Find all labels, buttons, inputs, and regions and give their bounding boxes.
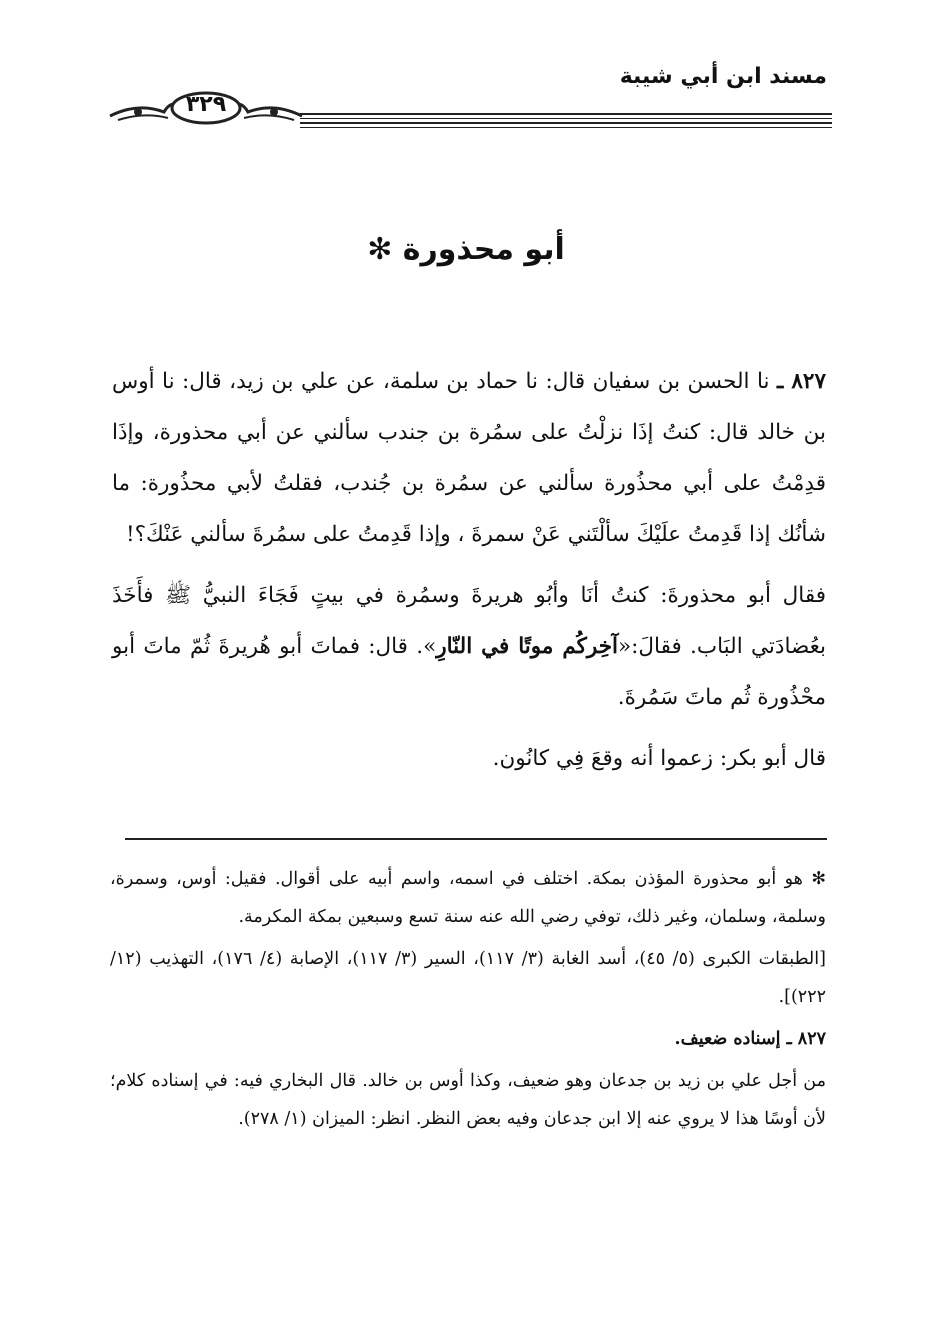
footnote-biography: ✻ هو أبو محذورة المؤذن بمكة. اختلف في اسمه، واسم أبيه على أقوال. فقيل: أوس، وسمرة، وسلمة، وسلمان، وغير ذلك، توفي رضي الله عنه سنة تسع وسبعين بمكة المكرمة. (110, 869, 826, 927)
footnote-divider (125, 838, 827, 840)
footnote-explanation: من أجل علي بن زيد بن جدعان وهو ضعيف، وكذا أوس بن خالد. قال البخاري فيه: في إسناده كلام؛ لأن أوسًا هذا لا يروي عنه إلا ابن جدعان وفيه بعض النظر. انظر: الميزان (١/ ٢٧٨). (110, 1071, 826, 1129)
page-number: ٣٢٩ (185, 92, 227, 117)
hadith-narration-end: ». قال: فماتَ أبو هُريرةَ ثُمّ ماتَ أبو محْذُورة ثُم ماتَ سَمُرةَ. (112, 634, 826, 710)
hadith-paragraph-2 (112, 570, 826, 723)
chapter-title: أبو محذورة ✻ (367, 232, 565, 267)
footnote-grading: ٨٢٧ ـ إسناده ضعيف. (674, 1029, 826, 1049)
footnotes-section (110, 860, 826, 1138)
hadith-paragraph-1 (112, 356, 826, 560)
book-title: مسند ابن أبي شيبة (619, 64, 827, 89)
hadith-number: ٨٢٧ ـ (776, 369, 826, 394)
hadith-paragraph-3: قال أبو بكر: زعموا أنه وقعَ فِي كانُون. (492, 746, 826, 771)
prophetic-saying: آخِركُم موتًا في النّارِ (436, 634, 619, 659)
footnote-sources: [الطبقات الكبرى (٥/ ٤٥)، أسد الغابة (٣/ ١١٧)، السير (٣/ ١١٧)، الإصابة (٤/ ١٧٦)، التهذيب (١٢/ ٢٢٢)]. (110, 949, 826, 1007)
hadith-narration-start: فقال أبو محذورةَ: كنتُ أنَا وأبُو هريرةَ وسمُرة في بيتٍ فَجَاءَ النبيُّ ﷺ فأَخَذَ بعُضادَتي البَاب. فقالَ:« (112, 583, 826, 659)
hadith-isnad-text: نا الحسن بن سفيان قال: نا حماد بن سلمة، عن علي بن زيد، قال: نا أوس بن خالد قال: كنتُ إذَا نزلْتُ على سمُرة بن جندب سألني عن أبي محذورة، وإذَا قدِمْتُ على أبي محذُورة سألني عن سمُرة بن جُندب، فقلتُ لأبي محذُورة: ما شأنُك إذا قَدِمتُ علَيْكَ سألْتَني عَنْ سمرةَ ، وإذا قَدِمتُ على سمُرةَ سألني عَنْكَ؟! (112, 369, 826, 547)
header-rule (300, 113, 832, 129)
hadith-body (112, 356, 826, 784)
